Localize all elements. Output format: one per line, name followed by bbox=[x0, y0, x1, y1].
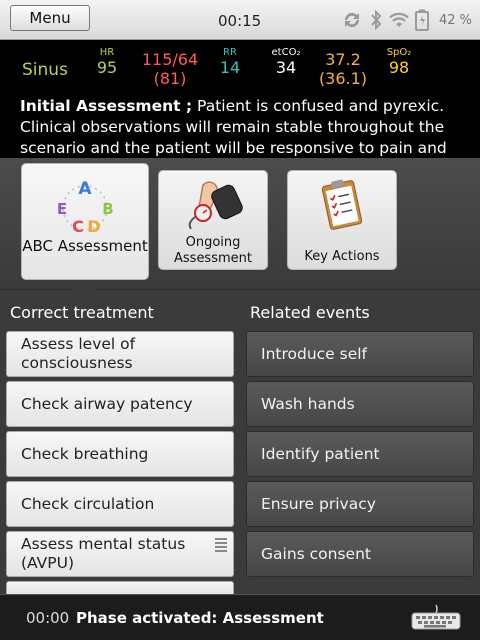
correct-treatment-title: Correct treatment bbox=[10, 303, 154, 322]
vital-rr-value: 14 bbox=[219, 58, 241, 77]
treatment-item[interactable] bbox=[6, 381, 234, 427]
related-events-title: Related events bbox=[250, 303, 370, 322]
scenario-info bbox=[0, 94, 480, 158]
status-time: 00:00 bbox=[26, 609, 70, 627]
vital-temp bbox=[316, 50, 370, 88]
vital-rr bbox=[214, 40, 246, 77]
status-bar bbox=[0, 594, 480, 640]
event-item[interactable] bbox=[246, 481, 474, 527]
vitals-bar bbox=[0, 40, 480, 94]
vital-hr-label: HR bbox=[99, 47, 115, 58]
treatment-item[interactable] bbox=[6, 331, 234, 377]
sync-icon bbox=[341, 9, 363, 31]
event-item-label: Gains consent bbox=[261, 545, 371, 563]
abc-letter-e: E bbox=[56, 200, 68, 218]
abc-letter-a: A bbox=[78, 179, 92, 199]
status-text: Phase activated: Assessment bbox=[76, 609, 324, 627]
system-icons bbox=[341, 8, 472, 32]
event-item[interactable] bbox=[246, 381, 474, 427]
vital-hr-value: 95 bbox=[96, 58, 118, 77]
event-item-label: Ensure privacy bbox=[261, 495, 376, 513]
vital-spo2-value: 98 bbox=[388, 58, 410, 77]
vital-bp-value: 115/64 bbox=[141, 50, 199, 69]
clipboard-icon bbox=[312, 177, 372, 233]
treatment-item-label: Check airway patency bbox=[21, 394, 193, 413]
vital-etco2-value: 34 bbox=[275, 58, 297, 77]
active-tab-pointer bbox=[73, 280, 95, 290]
tab-key-actions[interactable] bbox=[287, 170, 397, 270]
battery-icon bbox=[415, 9, 429, 31]
vital-spo2 bbox=[380, 40, 418, 77]
vital-hr bbox=[90, 40, 124, 77]
abc-letter-b: B bbox=[102, 200, 114, 218]
clock: 00:15 bbox=[218, 12, 262, 30]
vital-spo2-label: SpO₂ bbox=[386, 47, 412, 58]
treatment-item[interactable] bbox=[6, 481, 234, 527]
info-text: Patient is confused and pyrexic. Clinical observations will remain stable throughout the scenario and the patient will be responsive to pain and bbox=[20, 97, 447, 157]
vital-rr-label: RR bbox=[223, 47, 237, 58]
event-item-label: Introduce self bbox=[261, 345, 368, 363]
event-item[interactable] bbox=[246, 531, 474, 577]
vital-etco2-label: etCO₂ bbox=[271, 47, 301, 58]
event-item-label: Identify patient bbox=[261, 445, 380, 463]
abc-letter-c: C bbox=[72, 217, 84, 236]
menu-button[interactable]: Menu bbox=[10, 5, 90, 31]
abc-letter-d: D bbox=[87, 217, 101, 236]
vital-etco2 bbox=[266, 40, 306, 77]
event-item-label: Wash hands bbox=[261, 395, 355, 413]
treatment-item-label: Assess mental status (AVPU) bbox=[21, 535, 186, 572]
battery-percentage: 42 % bbox=[438, 12, 472, 28]
rhythm-label: Sinus bbox=[22, 60, 68, 80]
vital-temp-secondary: (36.1) bbox=[318, 69, 368, 88]
treatment-item[interactable] bbox=[6, 531, 234, 577]
event-item[interactable] bbox=[246, 431, 474, 477]
tab-key-actions-label: Key Actions bbox=[304, 249, 380, 264]
drag-handle-icon[interactable] bbox=[215, 538, 227, 554]
tab-strip bbox=[0, 158, 480, 290]
tab-abc-assessment-label: ABC Assessment bbox=[22, 237, 148, 255]
treatment-item-label: Check breathing bbox=[21, 444, 149, 463]
treatment-item-partial[interactable] bbox=[6, 581, 234, 594]
treatment-item[interactable] bbox=[6, 431, 234, 477]
vital-temp-value: 37.2 bbox=[325, 50, 361, 69]
treatment-item-label: Assess level of consciousness bbox=[21, 335, 136, 372]
tab-ongoing-assessment-label: Ongoing Assessment bbox=[174, 235, 252, 266]
keyboard-icon[interactable] bbox=[410, 603, 462, 631]
tab-abc-assessment[interactable] bbox=[21, 163, 149, 280]
vital-bp-mean: (81) bbox=[153, 69, 187, 88]
bp-cuff-icon bbox=[181, 177, 245, 229]
abcde-icon bbox=[50, 178, 120, 238]
event-item[interactable] bbox=[246, 331, 474, 377]
bluetooth-icon bbox=[369, 10, 383, 30]
wifi-icon bbox=[389, 11, 409, 29]
top-bar bbox=[0, 0, 480, 40]
vital-bp bbox=[138, 50, 202, 88]
info-heading: Initial Assessment ; bbox=[20, 97, 193, 115]
treatment-item-label: Check circulation bbox=[21, 494, 155, 513]
tab-ongoing-assessment[interactable] bbox=[158, 170, 268, 270]
